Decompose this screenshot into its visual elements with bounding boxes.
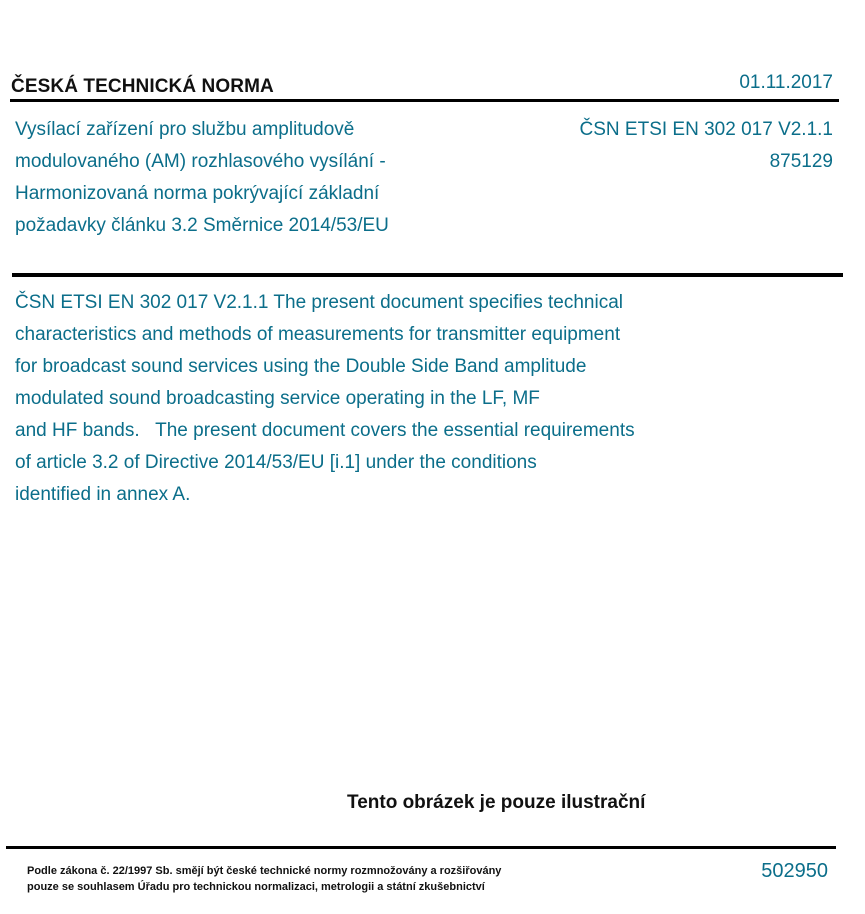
catalog-number: 875129 bbox=[769, 151, 833, 172]
abstract-text bbox=[15, 287, 775, 511]
standard-title-line: modulovaného (AM) rozhlasového vysílání - bbox=[15, 151, 386, 172]
footer-number: 502950 bbox=[761, 860, 828, 882]
document-type-heading: ČESKÁ TECHNICKÁ NORMA bbox=[11, 76, 274, 97]
legal-notice-line: Podle zákona č. 22/1997 Sb. smějí být české technické normy rozmnožovány a rozšiřovány bbox=[27, 865, 502, 877]
abstract-line: characteristics and methods of measurements for transmitter equipment bbox=[15, 324, 621, 345]
abstract-line: of article 3.2 of Directive 2014/53/EU [i.1] under the conditions bbox=[15, 452, 537, 473]
standard-code: ČSN ETSI EN 302 017 V2.1.1 bbox=[579, 119, 833, 140]
abstract-line: identified in annex A. bbox=[15, 484, 191, 505]
abstract-line: modulated sound broadcasting service operating in the LF, MF bbox=[15, 388, 540, 409]
legal-notice bbox=[27, 863, 501, 895]
standard-title-line: Harmonizovaná norma pokrývající základní bbox=[15, 183, 380, 204]
abstract-line: and HF bands. The present document covers the essential requirements bbox=[15, 420, 635, 441]
standard-identifiers bbox=[580, 114, 833, 178]
abstract-line: for broadcast sound services using the Double Side Band amplitude bbox=[15, 356, 587, 377]
top-divider bbox=[10, 99, 839, 102]
illustration-notice: Tento obrázek je pouze ilustrační bbox=[347, 792, 646, 813]
abstract-line: ČSN ETSI EN 302 017 V2.1.1 The present document specifies technical bbox=[15, 292, 623, 313]
standard-title-line: Vysílací zařízení pro službu amplitudově bbox=[15, 119, 355, 140]
legal-notice-line: pouze se souhlasem Úřadu pro technickou normalizaci, metrologii a státní zkušebnictví bbox=[27, 881, 485, 893]
standard-title bbox=[15, 114, 485, 242]
middle-divider bbox=[12, 273, 843, 277]
bottom-divider bbox=[6, 846, 836, 849]
issue-date: 01.11.2017 bbox=[739, 72, 833, 93]
standard-title-line: požadavky článku 3.2 Směrnice 2014/53/EU bbox=[15, 215, 389, 236]
